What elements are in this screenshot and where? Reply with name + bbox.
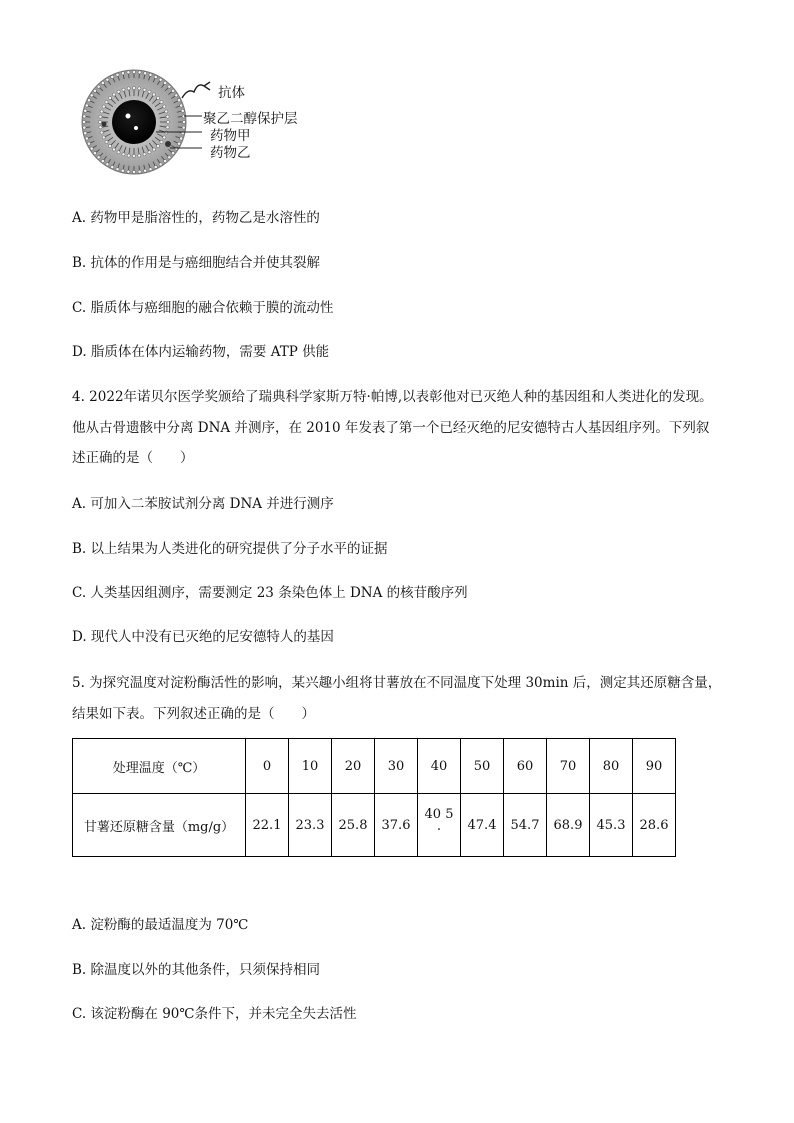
- drug-b-particle: [102, 122, 107, 127]
- lipid-head: [180, 104, 183, 107]
- q3-option-d: D. 脂质体在体内运输药物，需要 ATP 供能: [72, 344, 330, 360]
- lipid-head: [99, 126, 102, 129]
- lipid-head: [132, 86, 135, 89]
- lipid-head: [159, 163, 162, 166]
- lipid-head: [138, 87, 141, 90]
- content-cell: 54.7: [504, 794, 547, 857]
- label-antibody: 抗体: [218, 85, 245, 101]
- lipid-head: [160, 100, 163, 103]
- row-header-temperature: 处理温度（℃）: [73, 739, 246, 794]
- temp-cell: 30: [375, 739, 418, 794]
- content-cell: 28.6: [633, 794, 676, 857]
- lipid-head: [138, 71, 141, 74]
- lipid-head: [160, 140, 163, 143]
- lipid-head: [102, 136, 105, 139]
- lipid-head: [132, 170, 135, 173]
- label-peg-layer: 聚乙二醇保护层: [203, 111, 298, 127]
- content-cell: 68.9: [547, 794, 590, 857]
- lipid-head: [100, 131, 103, 134]
- lipid-head: [149, 168, 152, 171]
- lipid-head: [175, 94, 178, 97]
- lipid-head: [165, 110, 168, 113]
- temp-cell: 0: [246, 739, 289, 794]
- content-cell: 37.6: [375, 794, 418, 857]
- lipid-head: [181, 109, 184, 112]
- lipid-head: [90, 147, 93, 150]
- content-cell: 47.4: [461, 794, 504, 857]
- lipid-head: [177, 99, 180, 102]
- lipid-head: [83, 115, 86, 118]
- lipid-head: [106, 163, 109, 166]
- temp-cell: 10: [289, 739, 332, 794]
- row-header-content: 甘薯还原糖含量（mg/g）: [73, 794, 246, 857]
- q3-option-b: B. 抗体的作用是与癌细胞结合并使其裂解: [72, 255, 321, 271]
- lipid-head: [171, 89, 174, 92]
- drug-a-particle: [126, 114, 131, 119]
- table-row-temperature: [73, 739, 676, 794]
- lipid-head: [111, 165, 114, 168]
- lipid-head: [132, 154, 135, 157]
- q5-option-b: B. 除温度以外的其他条件，只须保持相同: [72, 962, 321, 978]
- lipid-head: [112, 93, 115, 96]
- lipid-head: [152, 148, 155, 151]
- lipid-head: [148, 90, 151, 93]
- lipid-head: [144, 72, 147, 75]
- lipid-head: [152, 93, 155, 96]
- lipid-head: [171, 152, 174, 155]
- lipid-head: [84, 132, 87, 135]
- temperature-sugar-table: [72, 738, 676, 857]
- lipid-head: [165, 131, 168, 134]
- lipid-head: [143, 153, 146, 156]
- lipid-head: [82, 120, 85, 123]
- lipid-head: [182, 120, 185, 123]
- q4-stem-line-3: 述正确的是（ ）: [72, 450, 194, 466]
- q5-option-c: C. 该淀粉酶在 90℃条件下，并未完全失去活性: [72, 1006, 357, 1022]
- antibody-icon: [182, 85, 204, 98]
- temp-cell: 20: [332, 739, 375, 794]
- temp-cell: 80: [590, 739, 633, 794]
- lipid-head: [180, 137, 183, 140]
- drug-a-particle: [134, 126, 138, 130]
- lipid-head: [168, 156, 171, 159]
- lipid-head: [97, 156, 100, 159]
- lipid-head: [127, 154, 130, 157]
- lipid-head: [121, 169, 124, 172]
- q5-option-a: A. 淀粉酶的最适温度为 70℃: [72, 917, 249, 933]
- lipid-head: [143, 88, 146, 91]
- content-cell: 22.1: [246, 794, 289, 857]
- lipid-head: [93, 89, 96, 92]
- lipid-head: [166, 126, 169, 129]
- content-cell: 23.3: [289, 794, 332, 857]
- lipid-head: [148, 151, 151, 154]
- lipid-head: [159, 78, 162, 81]
- q5-stem-line-1: 5. 为探究温度对淀粉酶活性的影响，某兴趣小组将甘薯放在不同温度下处理 30min 后，测定其还原糖含量，: [72, 675, 722, 691]
- lipid-head: [154, 75, 157, 78]
- lipid-head: [138, 170, 141, 173]
- antibody-icon: [204, 82, 210, 90]
- lipid-head: [87, 99, 90, 102]
- lipid-head: [97, 85, 100, 88]
- lipid-head: [138, 154, 141, 157]
- split-value: [424, 806, 454, 834]
- lipid-head: [149, 73, 152, 76]
- lipid-head: [99, 115, 102, 118]
- liposome-figure: [78, 66, 328, 178]
- q5-stem-line-2: 结果如下表。下列叙述正确的是（ ）: [72, 706, 315, 722]
- lipid-head: [182, 126, 185, 129]
- temp-cell: 70: [547, 739, 590, 794]
- label-drug-a: 药物甲: [210, 128, 251, 144]
- lipid-head: [164, 81, 167, 84]
- split-value-bottom: .: [436, 818, 442, 834]
- lipid-head: [85, 137, 88, 140]
- lipid-head: [102, 105, 105, 108]
- lipid-head: [156, 144, 159, 147]
- q3-option-a: A. 药物甲是脂溶性的，药物乙是水溶性的: [72, 210, 320, 226]
- drug-b-particle: [165, 141, 171, 147]
- lipid-head: [116, 168, 119, 171]
- content-cell: 45.3: [590, 794, 633, 857]
- lipid-head: [85, 104, 88, 107]
- lipid-head: [112, 148, 115, 151]
- label-drug-b: 药物乙: [210, 145, 251, 161]
- lipid-head: [163, 136, 166, 139]
- lipid-head: [105, 100, 108, 103]
- lipid-head: [108, 96, 111, 99]
- q4-stem-line-2: 他从古骨遗骸中分离 DNA 并测序，在 2010 年发表了第一个已经灭绝的尼安德特古人基因组序列。下列叙: [72, 420, 710, 436]
- q4-option-d: D. 现代人中没有已灭绝的尼安德特人的基因: [72, 629, 334, 645]
- aqueous-core: [112, 100, 156, 144]
- lipid-head: [168, 85, 171, 88]
- q3-option-c: C. 脂质体与癌细胞的融合依赖于膜的流动性: [72, 300, 334, 316]
- lipid-head: [166, 120, 169, 123]
- temp-cell: 90: [633, 739, 676, 794]
- lipid-head: [101, 159, 104, 162]
- lipid-head: [154, 165, 157, 168]
- lipid-head: [87, 142, 90, 145]
- lipid-head: [166, 115, 169, 118]
- split-value-top: 40 5: [424, 806, 454, 822]
- lipid-head: [163, 105, 166, 108]
- temp-cell: 40: [418, 739, 461, 794]
- q4-option-a: A. 可加入二苯胺试剂分离 DNA 并进行测序: [72, 496, 334, 512]
- lipid-head: [164, 159, 167, 162]
- lipid-head: [101, 81, 104, 84]
- lipid-head: [90, 94, 93, 97]
- lipid-head: [122, 88, 125, 91]
- table-row-content: [73, 794, 676, 857]
- lipid-head: [127, 71, 130, 74]
- lipid-head: [127, 87, 130, 90]
- temp-cell: 50: [461, 739, 504, 794]
- temp-cell: 60: [504, 739, 547, 794]
- lipid-head: [106, 78, 109, 81]
- lipid-head: [100, 110, 103, 113]
- content-cell: 25.8: [332, 794, 375, 857]
- content-cell-split: [418, 794, 461, 857]
- lipid-head: [175, 147, 178, 150]
- lipid-head: [132, 70, 135, 73]
- lipid-head: [116, 73, 119, 76]
- lipid-head: [117, 151, 120, 154]
- lipid-head: [144, 169, 147, 172]
- lipid-head: [105, 140, 108, 143]
- q4-option-c: C. 人类基因组测序，需要测定 23 条染色体上 DNA 的核苷酸序列: [72, 585, 468, 601]
- lipid-head: [117, 90, 120, 93]
- lipid-head: [122, 153, 125, 156]
- lipid-head: [83, 126, 86, 129]
- lipid-head: [84, 109, 87, 112]
- lipid-head: [108, 144, 111, 147]
- lipid-head: [121, 72, 124, 75]
- lipid-head: [127, 170, 130, 173]
- q4-stem-line-1: 4. 2022年诺贝尔医学奖颁给了瑞典科学家斯万特·帕博,以表彰他对已灭绝人种的基因组和人类进化的发现。: [72, 389, 713, 405]
- q4-option-b: B. 以上结果为人类进化的研究提供了分子水平的证据: [72, 541, 388, 557]
- lipid-head: [111, 75, 114, 78]
- lipid-head: [156, 96, 159, 99]
- lipid-head: [177, 142, 180, 145]
- lipid-head: [93, 152, 96, 155]
- lipid-head: [98, 120, 101, 123]
